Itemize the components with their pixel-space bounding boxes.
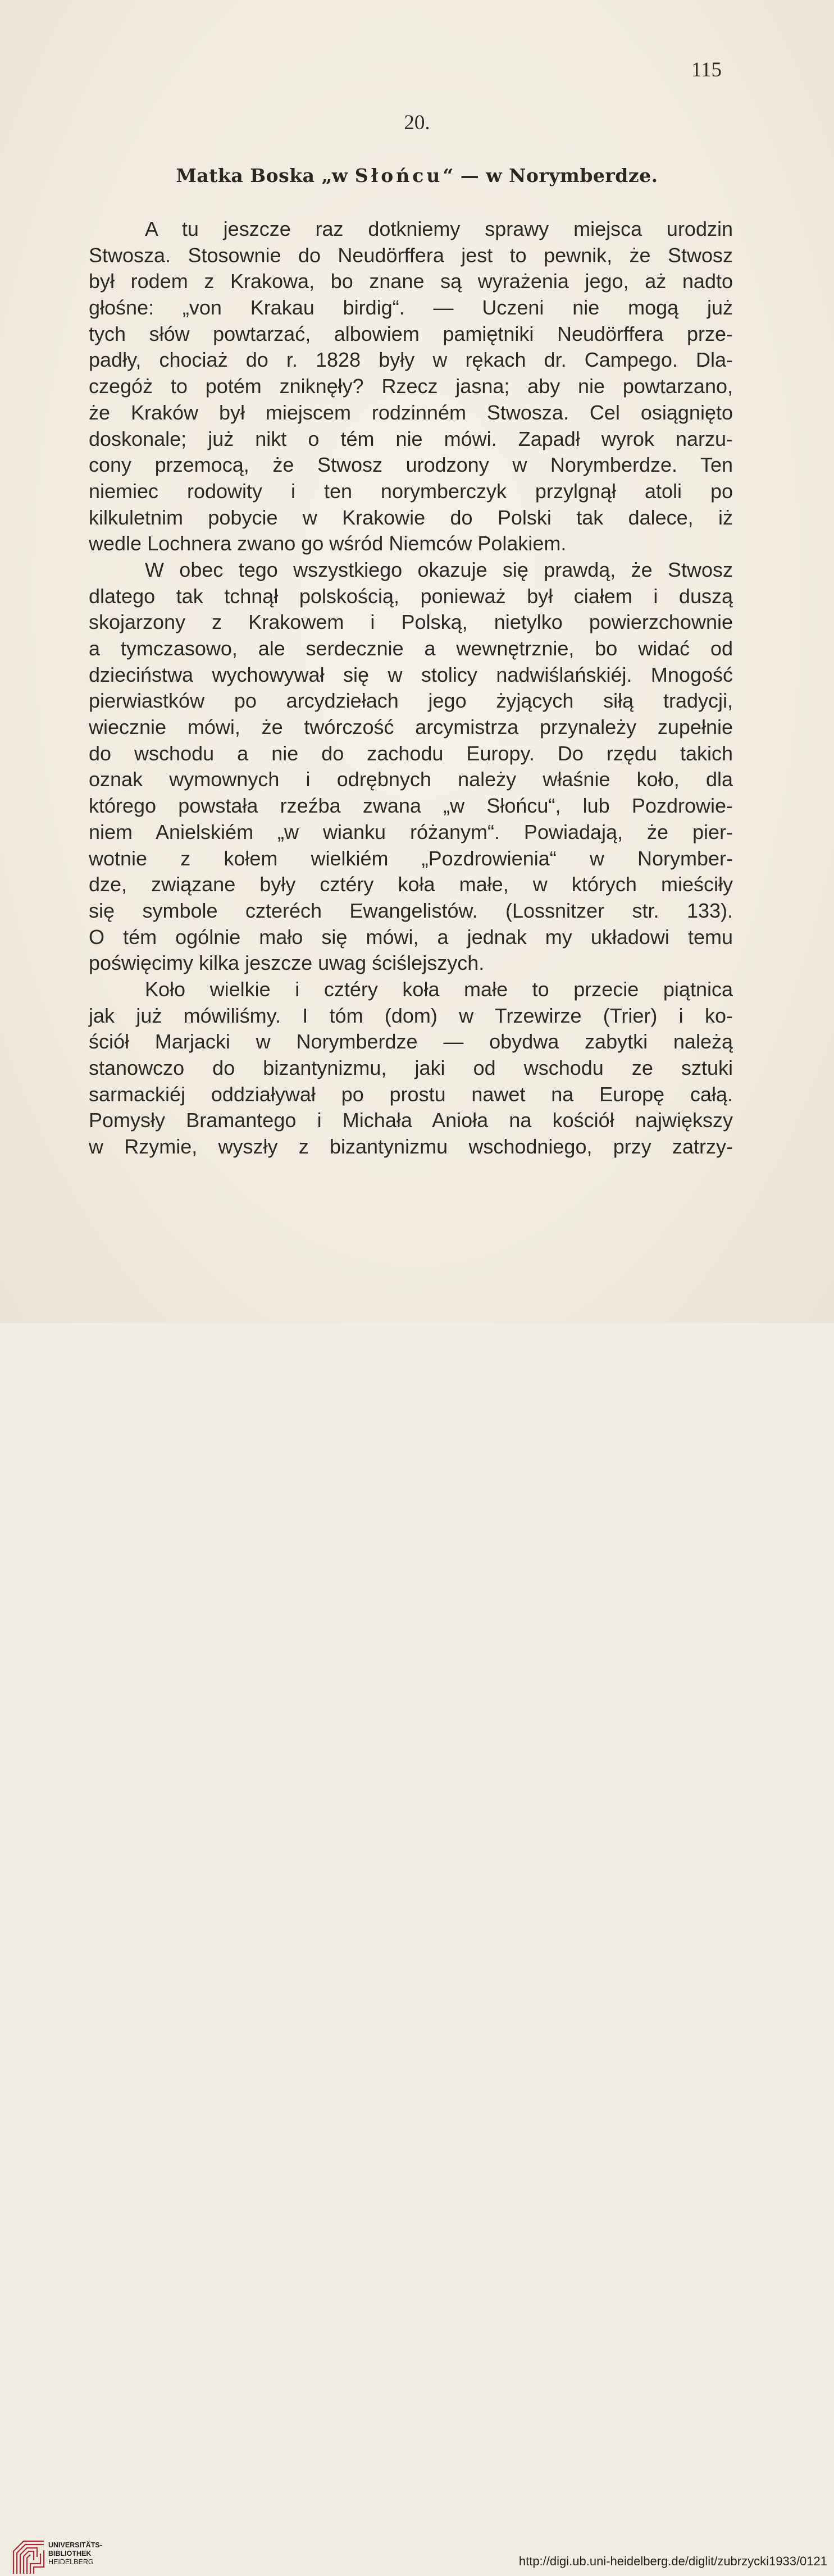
text-line: stanowczo do bizantynizmu, jaki od wschodu ze sztuki <box>89 1056 733 1079</box>
text-line: którego powstała rzeźba zwana „w Słońcu“, lub Pozdrowie- <box>89 794 733 818</box>
text-line: a tymczasowo, ale serdecznie a wewnętrznie, bo widać od <box>89 637 733 660</box>
library-name-line-1: UNIVERSITÄTS- <box>48 2541 102 2549</box>
text-line: O tém ogólnie mało się mówi, a jednak my układowi temu <box>89 925 733 949</box>
text-line: kilkuletnim pobycie w Krakowie do Polski tak dalece, iż <box>89 505 733 529</box>
heading-part-3: “ — w Norymberdze. <box>443 165 658 186</box>
text-line: że Kraków był miejscem rodzinném Stwosza. Cel osiągnięto <box>89 400 733 424</box>
text-line: niem Anielskiém „w wianku różanym“. Powiadają, że pier- <box>89 820 733 844</box>
heading-part-2: Słońcu <box>354 165 443 186</box>
text-line: tych słów powtarzać, albowiem pamiętniki Neudörffera prze- <box>89 322 733 345</box>
text-line: skojarzony z Krakowem i Polską, nietylko powierzchownie <box>89 610 733 634</box>
library-name <box>48 2541 102 2566</box>
text-line: jak już mówiliśmy. I tóm (dom) w Trzewirze (Trier) i ko- <box>89 1004 733 1027</box>
text-line: był rodem z Krakowa, bo znane są wyrażenia jego, aż nadto <box>89 270 733 293</box>
text-line: oznak wymownych i odrębnych należy właśnie koło, dla <box>89 768 733 791</box>
body-text <box>89 216 733 1160</box>
text-line: czegóż to potém zniknęły? Rzecz jasna; aby nie powtarzano, <box>89 375 733 398</box>
text-line: dze, związane były cztéry koła małe, w których mieściły <box>89 873 733 896</box>
source-url-link[interactable]: http://digi.ub.uni-heidelberg.de/diglit/zubrzycki1933/0121 <box>518 2554 827 2568</box>
text-line: dlatego tak tchnął polskością, ponieważ był ciałem i duszą <box>89 584 733 608</box>
text-line: w Rzymie, wyszły z bizantynizmu wschodniego, przy zatrzy- <box>89 1135 733 1159</box>
text-line: do wschodu a nie do zachodu Europy. Do rzędu takich <box>89 741 733 765</box>
text-line: padły, chociaż do r. 1828 były w rękach dr. Campego. Dla- <box>89 348 733 372</box>
footer <box>0 1266 834 2568</box>
text-line: niemiec rodowity i ten norymberczyk przylgnął atoli po <box>89 479 733 503</box>
text-line: W obec tego wszystkiego okazuje się prawdą, że Stwosz <box>145 558 733 581</box>
library-name-line-2: BIBLIOTHEK <box>48 2550 92 2557</box>
text-line: sarmackiéj oddziaływał po prostu nawet na Europę całą. <box>89 1082 733 1106</box>
library-name-line-3: HEIDELBERG <box>48 2558 94 2566</box>
text-line: dzieciństwa wychowywał się w stolicy nadwiślańskiéj. Mnogość <box>89 663 733 686</box>
text-line: wotnie z kołem wielkiém „Pozdrowienia“ w Norymber- <box>89 846 733 870</box>
text-line: pierwiastków po arcydziełach jego żyjących siłą tradycji, <box>89 689 733 713</box>
chapter-number: 20. <box>404 111 430 134</box>
text-line: głośne: „von Krakau birdig“. — Uczeni nie mogą już <box>89 296 733 320</box>
text-line: Koło wielkie i cztéry koła małe to przecie piątnica <box>145 977 733 1001</box>
text-line: poświęcimy kilka jeszcze uwag ściślejszych. <box>89 951 485 975</box>
text-line: doskonale; już nikt o tém nie mówi. Zapadł wyrok narzu- <box>89 427 733 450</box>
text-line: wedle Lochnera zwano go wśród Niemców Polakiem. <box>89 532 567 555</box>
text-line: ściół Marjacki w Norymberdze — obydwa zabytki należą <box>89 1030 733 1054</box>
chapter-heading <box>0 165 834 186</box>
text-line: A tu jeszcze raz dotkniemy sprawy miejsca urodzin <box>145 217 733 240</box>
text-line: cony przemocą, że Stwosz urodzony w Norymberdze. Ten <box>89 453 733 477</box>
text-line: Stwosza. Stosownie do Neudörffera jest to pewnik, że Stwosz <box>89 243 733 267</box>
text-line: Pomysły Bramantego i Michała Anioła na kościół największy <box>89 1109 733 1132</box>
heading-part-1: Matka Boska „w <box>176 165 355 186</box>
text-line: się symbole czteréch Ewangelistów. (Lossnitzer str. 133). <box>89 899 733 922</box>
university-library-logo-icon[interactable] <box>11 2539 46 2576</box>
page-number: 115 <box>691 58 722 81</box>
text-line: wiecznie mówi, że twórczość arcymistrza przynależy zupełnie <box>89 715 733 739</box>
